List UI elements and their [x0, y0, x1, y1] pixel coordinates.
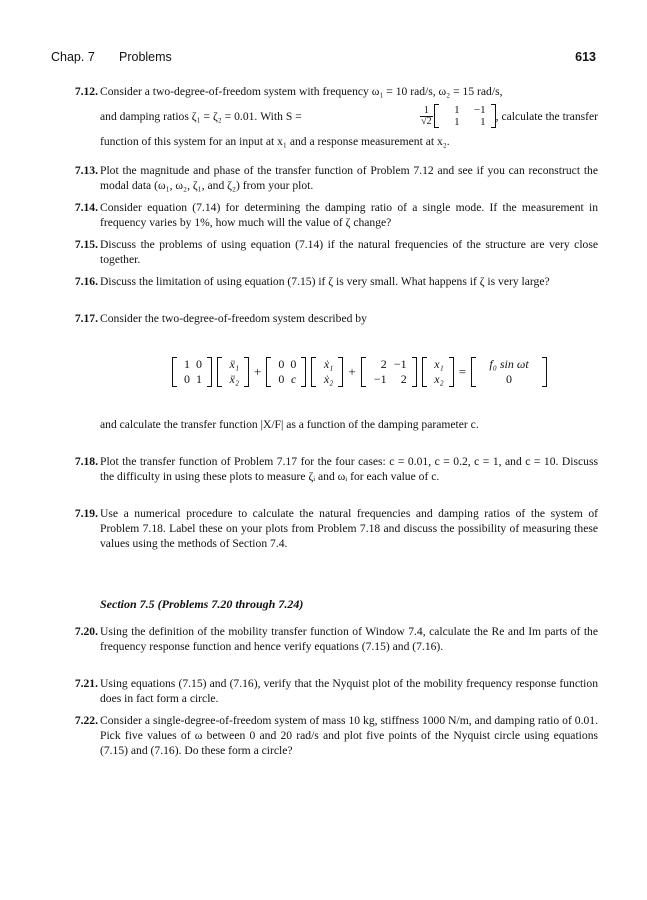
matrix-cell: 0	[278, 357, 285, 371]
chapter-label: Chap. 7	[51, 50, 95, 64]
problem-7-18	[74, 454, 598, 484]
problem-line: function of this system for an input at x₁ and a response measurement at x₂.	[100, 135, 450, 148]
plus-sign: +	[348, 364, 356, 379]
page-header	[51, 50, 596, 66]
problem-text: Plot the magnitude and phase of the transfer function of Problem 7.12 and see if you can reconstruct the modal data (ω₁, ω₂, ζ₁, and ζ₂) from your plot.	[100, 164, 598, 192]
problem-7-16	[74, 274, 598, 289]
problem-7-19	[74, 506, 598, 551]
matrix-cell: −1	[473, 104, 486, 116]
problem-number: 7.20.	[74, 625, 98, 638]
vector-cell: 0	[506, 372, 513, 386]
displacement-vector	[422, 357, 454, 387]
velocity-vector	[311, 357, 343, 387]
problem-text: Discuss the problems of using equation (7.14) if the natural frequencies of the structure are very close together.	[100, 238, 598, 266]
problem-number: 7.17.	[74, 312, 98, 325]
matrix-cell: 0	[278, 372, 285, 386]
problem-text: Plot the transfer function of Problem 7.17 for the four cases: c = 0.01, c = 0.2, c = 1, and c = 10. Discuss the difficulty in using these plots to measure ζᵢ and ωᵢ for each value of c.	[100, 455, 598, 483]
problem-text: Consider a single-degree-of-freedom system of mass 10 kg, stiffness 1000 N/m, and damping ratio of 0.01. Pick five values of ω between 0 and 20 rad/s and plot five points of the Nyquist circle using equations (7.15) and (7.16). Do these form a circle?	[100, 714, 598, 757]
problem-7-13	[74, 163, 598, 193]
vector-cell: ẋ₁	[323, 357, 334, 371]
problem-number: 7.18.	[74, 455, 98, 468]
vector-cell: x₂	[434, 372, 444, 386]
vector-cell: ẋ₂	[323, 372, 334, 386]
equals-sign: =	[458, 364, 467, 379]
matrix	[434, 104, 496, 128]
matrix-cell: c	[291, 372, 297, 386]
section-heading: Section 7.5 (Problems 7.20 through 7.24)	[100, 597, 304, 611]
problem-number: 7.21.	[74, 677, 98, 690]
vector-cell: ẍ₁	[229, 357, 239, 371]
fraction-numerator: 1	[420, 106, 433, 117]
vector-cell: f₀ sin ωt	[489, 357, 529, 371]
mass-matrix	[172, 357, 212, 387]
matrix-cell: 0	[196, 357, 202, 371]
problem-line-post: , calculate the transfer	[495, 109, 598, 123]
problem-number: 7.19.	[74, 507, 98, 520]
problem-line	[100, 104, 598, 128]
matrix-cell: −1	[373, 372, 387, 386]
problem-text: Use a numerical procedure to calculate the natural frequencies and damping ratios of the system of Problem 7.18. Label these on your plots from Problem 7.18 and discuss the possibility of measuring these values using the methods of Section 7.4.	[100, 507, 598, 550]
problem-7-20	[74, 624, 598, 654]
fraction	[420, 106, 433, 127]
matrix-equation	[172, 352, 542, 392]
problem-number: 7.15.	[74, 238, 98, 251]
matrix-cell: 0	[290, 357, 297, 371]
force-vector	[471, 357, 547, 387]
problem-text: and calculate the transfer function |X/F| as a function of the damping parameter c.	[100, 418, 479, 431]
problem-number: 7.14.	[74, 201, 98, 214]
matrix-cell: 1	[454, 116, 460, 128]
matrix-cell: 2	[400, 372, 407, 386]
problem-7-17	[74, 311, 598, 326]
problem-text: Discuss the limitation of using equation (7.15) if ζ is very small. What happens if ζ is very large?	[100, 275, 550, 288]
matrix-cell: 1	[480, 116, 486, 128]
matrix-cell: 1	[184, 357, 190, 371]
problem-7-12	[74, 84, 598, 149]
problem-number: 7.12.	[74, 85, 98, 98]
matrix-cell: 1	[196, 372, 202, 386]
damping-matrix	[266, 357, 306, 387]
problem-line: Consider a two-degree-of-freedom system with frequency ω₁ = 10 rad/s, ω₂ = 15 rad/s,	[100, 85, 503, 98]
problem-number: 7.13.	[74, 164, 98, 177]
page-number: 613	[575, 50, 596, 64]
running-title: Problems	[119, 50, 172, 64]
matrix-cell: −1	[393, 357, 407, 371]
matrix-cell: 2	[380, 357, 387, 371]
vector-cell: x₁	[434, 357, 444, 371]
matrix-s	[419, 104, 598, 128]
problem-text: Using equations (7.15) and (7.16), verify that the Nyquist plot of the mobility frequency response function does in fact form a circle.	[100, 677, 598, 705]
problem-text	[100, 84, 598, 149]
plus-sign: +	[254, 364, 262, 379]
fraction-denominator: √2	[421, 115, 432, 127]
problem-7-17-continued	[100, 417, 598, 432]
problem-number: 7.22.	[74, 714, 98, 727]
stiffness-matrix	[361, 357, 417, 387]
problem-7-21	[74, 676, 598, 706]
problem-number: 7.16.	[74, 275, 98, 288]
vector-cell: ẍ₂	[229, 372, 239, 386]
matrix-cell: 0	[184, 372, 190, 386]
problem-7-15	[74, 237, 598, 267]
acceleration-vector	[217, 357, 249, 387]
problem-7-22	[74, 713, 598, 758]
problem-text: Consider the two-degree-of-freedom system described by	[100, 312, 367, 325]
problem-7-14	[74, 200, 598, 230]
problem-line-pre: and damping ratios ζ₁ = ζ₂ = 0.01. With S =	[100, 109, 302, 123]
problem-text: Using the definition of the mobility transfer function of Window 7.4, calculate the Re and Im parts of the frequency response function and hence verify equations (7.15) and (7.16).	[100, 625, 598, 653]
matrix-cell: 1	[454, 104, 460, 116]
problem-text: Consider equation (7.14) for determining the damping ratio of a single mode. If the measurement in frequency varies by 1%, how much will the value of ζ change?	[100, 201, 598, 229]
